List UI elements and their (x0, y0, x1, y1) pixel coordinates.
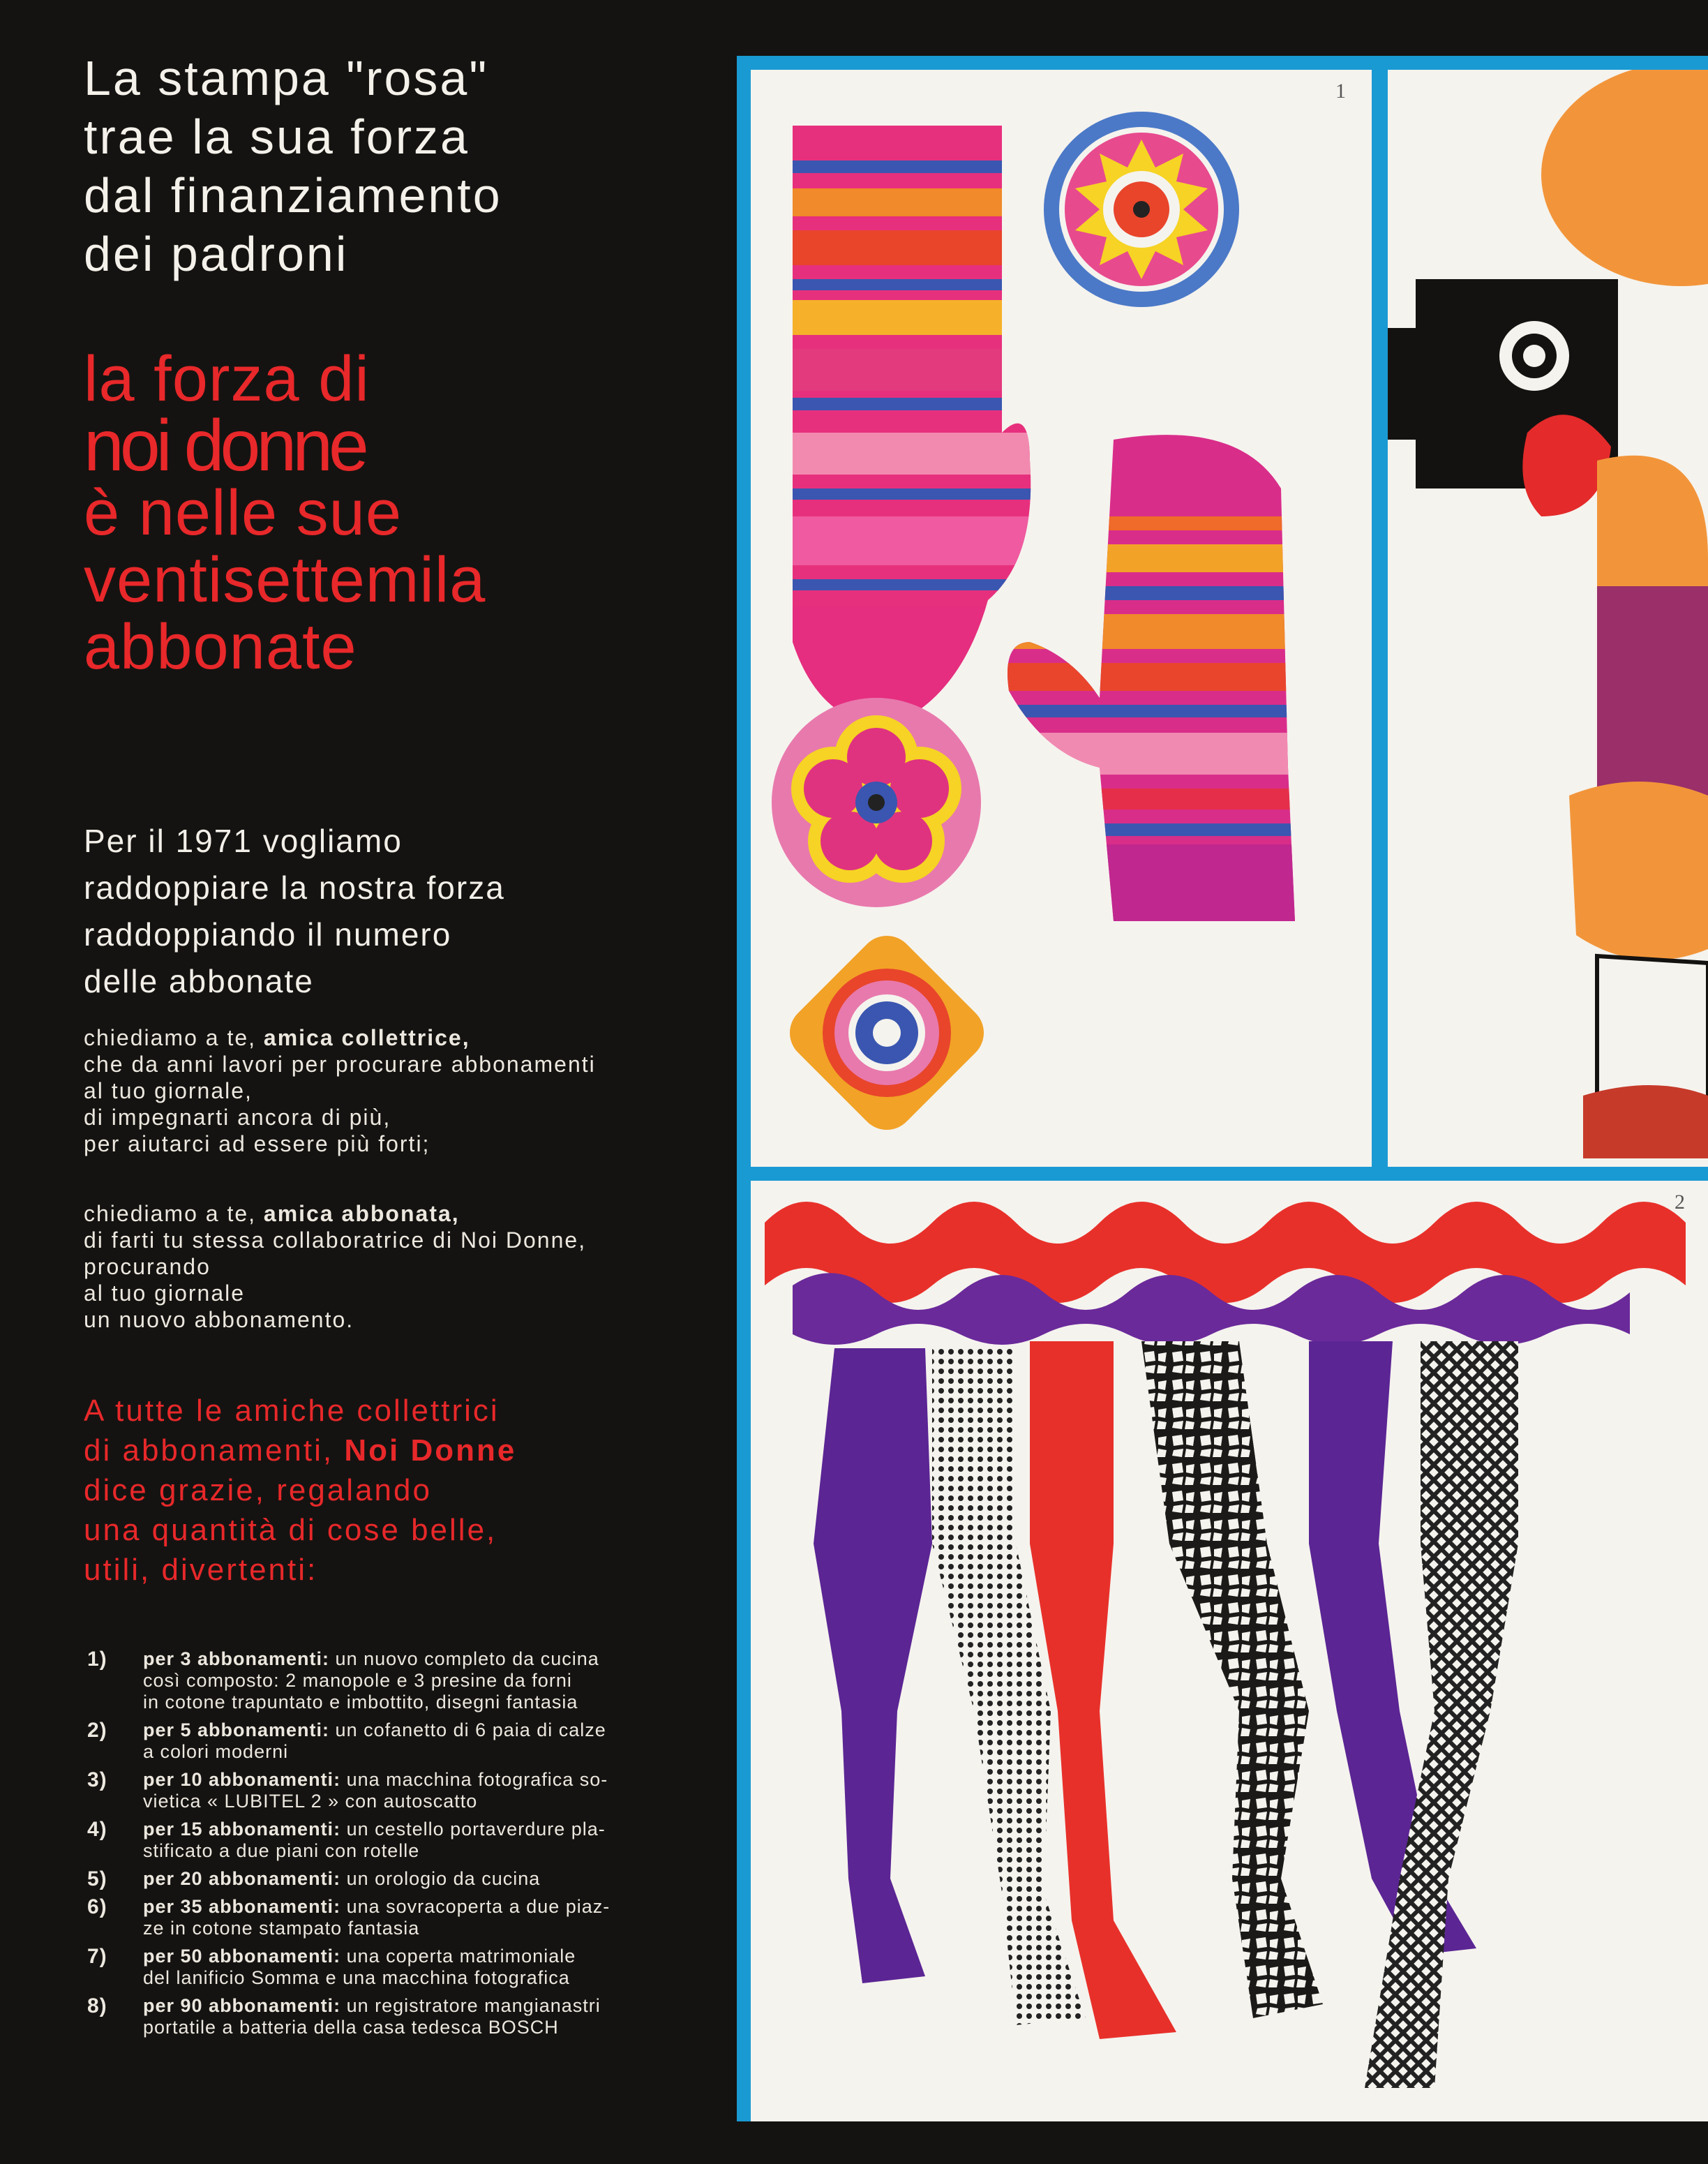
reward-line (143, 1648, 715, 1670)
appeal-line: un nuovo abbonamento. (84, 1307, 354, 1332)
reward-item (87, 1648, 715, 1713)
reward-item (87, 1769, 715, 1812)
appeal-line: al tuo giornale, (84, 1078, 253, 1103)
reward-item (87, 1719, 715, 1763)
reward-gift: una macchina fotografica so- (340, 1769, 608, 1790)
reward-line: in cotone trapuntato e imbottito, disegni fantasia (143, 1692, 578, 1712)
potholder-flower (772, 698, 981, 907)
reward-line (143, 1995, 715, 2017)
headline-line: dei padroni (84, 227, 349, 281)
reward-line: del lanificio Somma e una macchina fotografica (143, 1967, 570, 1988)
reward-line: vietica « LUBITEL 2 » con autoscatto (143, 1791, 478, 1812)
headline-line: La stampa "rosa" (84, 51, 489, 105)
appeal-line: di farti tu stessa collaboratrice di Noi Donne, (84, 1227, 587, 1253)
reward-threshold: per 3 abbonamenti: (143, 1648, 330, 1669)
reward-line (143, 1946, 715, 1967)
reward-number: 1) (87, 1648, 107, 1671)
appeal-line: che da anni lavori per procurare abbonamenti (84, 1052, 596, 1077)
reward-number: 3) (87, 1768, 107, 1791)
camera-girl-illustration (1388, 70, 1708, 1167)
reward-line: ze in cotone stampato fantasia (143, 1918, 420, 1939)
reward-line: così composto: 2 manopole e 3 presine da forni (143, 1670, 572, 1691)
thanks-line: una quantità di cose belle, (84, 1513, 497, 1547)
goal-paragraph (84, 818, 712, 1005)
reward-line: portatile a batteria della casa tedesca BOSCH (143, 2017, 559, 2038)
slogan-line: abbonate (84, 611, 357, 682)
reward-threshold: per 20 abbonamenti: (143, 1868, 341, 1889)
appeal-text: chiediamo a te, (84, 1025, 264, 1050)
potholder-square (778, 924, 995, 1141)
reward-gift: una coperta matrimoniale (340, 1946, 576, 1967)
reward-number: 8) (87, 1994, 107, 2017)
leg-purple-1 (814, 1348, 932, 1983)
reward-line (143, 1819, 715, 1840)
appeal-line: al tuo giornale (84, 1281, 246, 1306)
reward-threshold: per 35 abbonamenti: (143, 1896, 341, 1917)
reward-line (143, 1868, 715, 1890)
panel-camera-girl (1388, 70, 1708, 1167)
appeal-line: per aiutarci ad essere più forti; (84, 1131, 430, 1156)
appeal-line (84, 1200, 712, 1227)
panel-number: 2 (1675, 1191, 1685, 1214)
appeal-line: procurando (84, 1254, 211, 1279)
slogan-line: la forza di (84, 343, 370, 415)
brand-logo-text: noi donne (84, 405, 365, 486)
reward-item (87, 1868, 715, 1890)
thanks-text: di abbonamenti, (84, 1433, 345, 1468)
reward-gift: un cofanetto di 6 paia di calze (329, 1719, 606, 1740)
goal-line: Per il 1971 vogliamo (84, 823, 403, 859)
thanks-line: dice grazie, regalando (84, 1473, 432, 1507)
reward-threshold: per 5 abbonamenti: (143, 1719, 330, 1740)
reward-line (143, 1896, 715, 1918)
thanks-line: A tutte le amiche collettrici (84, 1394, 500, 1428)
illustration-frame (737, 56, 1708, 2121)
skirt-frill-red (765, 1202, 1686, 1303)
appeal-line (84, 1024, 712, 1051)
reward-number: 4) (87, 1818, 107, 1841)
thanks-line: utili, divertenti: (84, 1553, 318, 1587)
reward-threshold: per 50 abbonamenti: (143, 1946, 341, 1967)
reward-number: 5) (87, 1867, 107, 1890)
panel-number: 1 (1335, 80, 1346, 103)
slogan (84, 345, 712, 680)
leg-crackle (1141, 1341, 1323, 2018)
appeal-line: di impegnarti ancora di più, (84, 1105, 391, 1130)
appeal-bold: amica collettrice, (263, 1025, 470, 1050)
stockings-illustration (751, 1181, 1708, 2121)
slogan-line: è nelle sue (84, 477, 402, 549)
reward-line (143, 1719, 715, 1741)
rewards-list (87, 1648, 715, 2045)
appeal-collector (84, 1024, 712, 1157)
mitten-right (988, 405, 1309, 935)
reward-number: 2) (87, 1719, 107, 1742)
reward-number: 7) (87, 1945, 107, 1968)
slogan-line: ventisettemila (84, 544, 486, 615)
thanks-line (84, 1431, 712, 1470)
reward-gift: un cestello portaverdure pla- (340, 1819, 606, 1840)
reward-line (143, 1769, 715, 1791)
mittens-illustration (751, 70, 1372, 1167)
appeal-text: chiediamo a te, (84, 1201, 264, 1226)
reward-line: stificato a due piani con rotelle (143, 1840, 420, 1861)
reward-threshold: per 90 abbonamenti: (143, 1995, 341, 2016)
thanks-paragraph (84, 1391, 712, 1590)
reward-gift: un orologio da cucina (340, 1868, 541, 1889)
reward-item (87, 1995, 715, 2038)
panel-mittens (751, 70, 1372, 1167)
reward-threshold: per 15 abbonamenti: (143, 1819, 341, 1840)
reward-gift: un nuovo completo da cucina (329, 1648, 599, 1669)
reward-item (87, 1819, 715, 1862)
potholder-sunburst (1044, 112, 1239, 307)
goal-line: delle abbonate (84, 963, 314, 999)
reward-number: 6) (87, 1895, 107, 1918)
goal-line: raddoppiare la nostra forza (84, 870, 505, 906)
headline-line: trae la sua forza (84, 110, 470, 164)
appeal-subscriber (84, 1200, 712, 1333)
reward-line: a colori moderni (143, 1741, 289, 1762)
panel-stockings (751, 1181, 1708, 2121)
goal-line: raddoppiando il numero (84, 916, 452, 953)
reward-item (87, 1946, 715, 1989)
headline-line: dal finanziamento (84, 168, 502, 223)
reward-item (87, 1896, 715, 1939)
thanks-bold: Noi Donne (344, 1433, 517, 1468)
mitten-left (779, 112, 1058, 740)
reward-gift: un registratore mangianastri (340, 1995, 601, 2016)
appeal-bold: amica abbonata, (263, 1201, 460, 1226)
reward-threshold: per 10 abbonamenti: (143, 1769, 341, 1790)
reward-gift: una sovracoperta a due piaz- (340, 1896, 610, 1917)
headline (84, 49, 712, 283)
